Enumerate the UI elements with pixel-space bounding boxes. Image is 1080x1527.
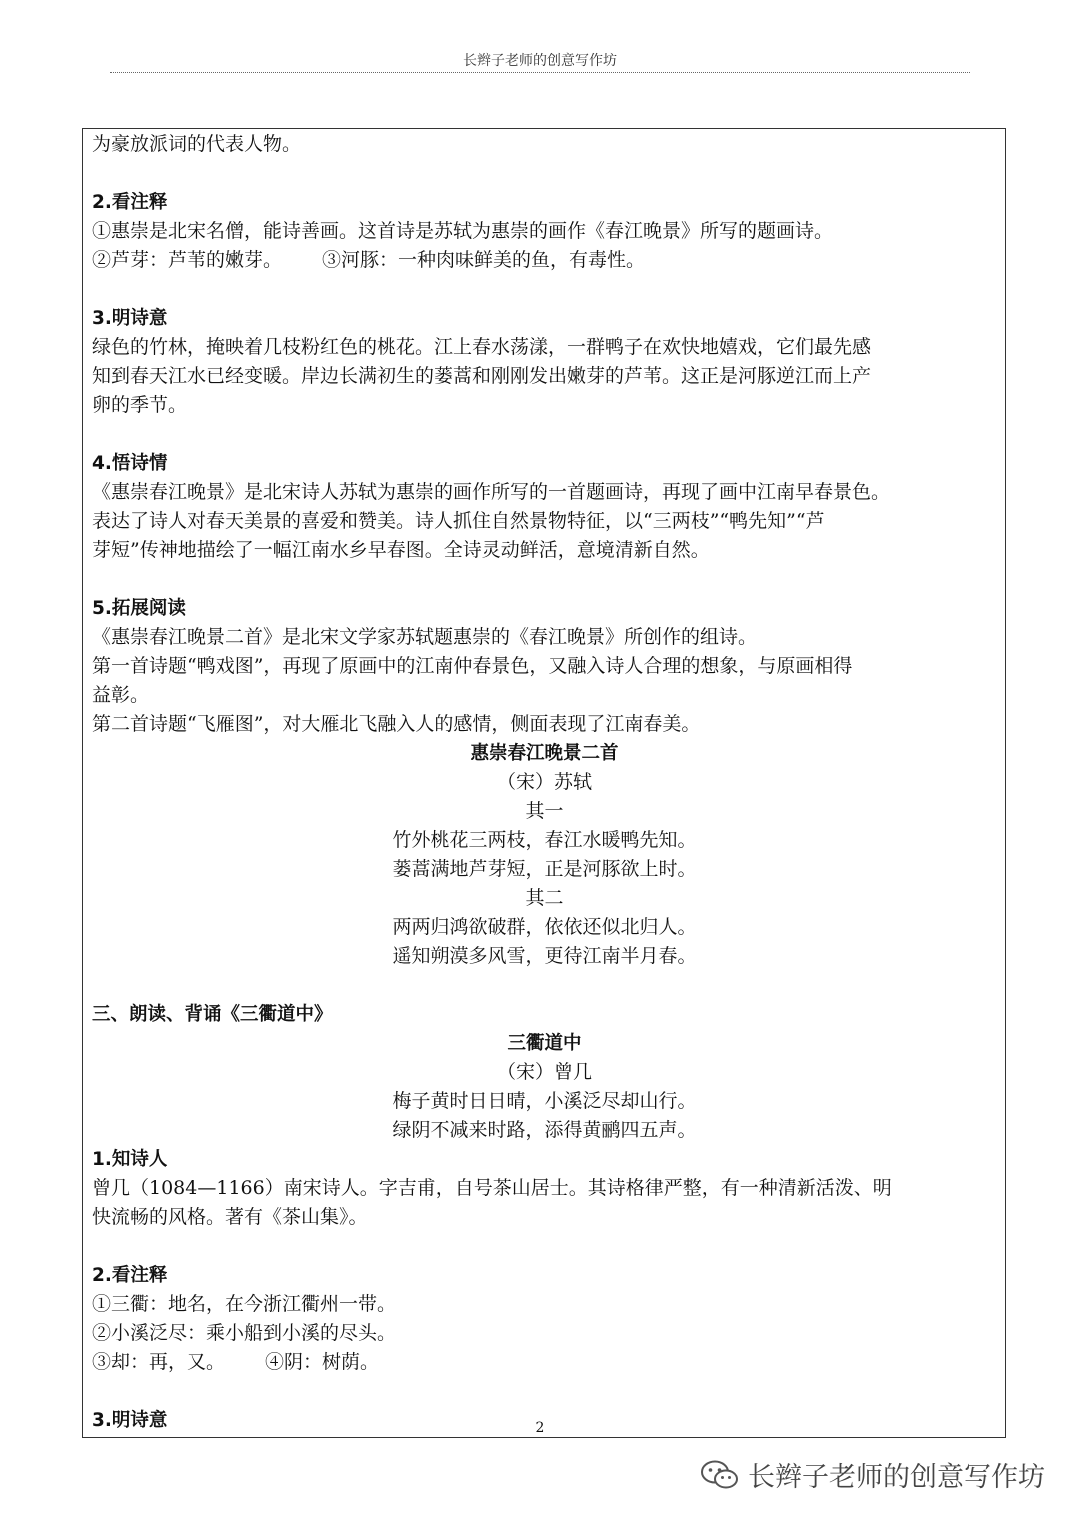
section-heading: 3.明诗意 xyxy=(92,1410,168,1431)
poem-line: 两两归鸿欲破群，依依还似北归人。 xyxy=(392,916,697,938)
poem-title: 三衢道中 xyxy=(507,1033,582,1054)
note-line: ①三衢：地名，在今浙江衢州一带。 xyxy=(92,1293,397,1315)
poem-block xyxy=(92,739,997,971)
page-number: 2 xyxy=(535,1420,545,1436)
wechat-icon xyxy=(700,1459,740,1491)
section-heading: 3.明诗意 xyxy=(92,308,168,329)
text-line: 芽短”传神地描绘了一幅江南水乡早春图。全诗灵动鲜活，意境清新自然。 xyxy=(92,539,710,561)
note-line: ①惠崇是北宋名僧，能诗善画。这首诗是苏轼为惠崇的画作《春江晚景》所写的题画诗。 xyxy=(92,220,834,242)
section-heading: 1.知诗人 xyxy=(92,1149,168,1170)
watermark xyxy=(700,1455,1045,1494)
poem-author: （宋）苏轼 xyxy=(496,771,592,793)
text-line: 第一首诗题“鸭戏图”，再现了原画中的江南仲春景色，又融入诗人合理的想象，与原画相得 xyxy=(92,655,853,677)
document-body xyxy=(92,130,997,1435)
text-line: 益彰。 xyxy=(92,684,150,706)
text-line: 第二首诗题“飞雁图”，对大雁北飞融入人的感情，侧面表现了江南春美。 xyxy=(92,713,701,735)
section-heading: 三、朗读、背诵《三衢道中》 xyxy=(92,1004,333,1025)
note-line xyxy=(92,246,997,275)
section-heading: 4.悟诗情 xyxy=(92,453,168,474)
poem-block xyxy=(92,1029,997,1145)
text-line: 《惠崇春江晚景》是北宋诗人苏轼为惠崇的画作所写的一首题画诗，再现了画中江南早春景色。 xyxy=(92,481,891,503)
poem-part-label: 其二 xyxy=(525,887,564,909)
poem-line: 遥知朔漠多风雪，更待江南半月春。 xyxy=(392,945,697,967)
poem-author: （宋）曾几 xyxy=(496,1061,592,1083)
poem-line: 蒌蒿满地芦芽短，正是河豚欲上时。 xyxy=(392,858,697,880)
text-line: 快流畅的风格。著有《茶山集》。 xyxy=(92,1206,368,1228)
text-line: 表达了诗人对春天美景的喜爱和赞美。诗人抓住自然景物特征，以“三两枝”“鸭先知”“芦 xyxy=(92,510,825,532)
note-line: ②小溪泛尽：乘小船到小溪的尽头。 xyxy=(92,1322,397,1344)
text-line: 《惠崇春江晚景二首》是北宋文学家苏轼题惠崇的《春江晚景》所创作的组诗。 xyxy=(92,626,758,648)
text-line: 曾几（1084—1166）南宋诗人。字吉甫，自号茶山居士。其诗格律严整，有一种清新活泼、明 xyxy=(92,1177,892,1199)
section-heading: 2.看注释 xyxy=(92,1265,168,1286)
note-line xyxy=(92,1348,997,1377)
text-line: 知到春天江水已经变暖。岸边长满初生的蒌蒿和刚刚发出嫩芽的芦苇。这正是河豚逆江而上产 xyxy=(92,365,872,387)
note-item: ③却：再，又。 xyxy=(92,1351,226,1373)
page-header-title: 长辫子老师的创意写作坊 xyxy=(463,53,617,69)
header-divider xyxy=(110,72,970,73)
text-line: 绿色的竹林，掩映着几枝粉红色的桃花。江上春水荡漾，一群鸭子在欢快地嬉戏，它们最先感 xyxy=(92,336,872,358)
poem-line: 梅子黄时日日晴，小溪泛尽却山行。 xyxy=(392,1090,697,1112)
poem-line: 竹外桃花三两枝，春江水暖鸭先知。 xyxy=(392,829,697,851)
section-heading: 2.看注释 xyxy=(92,192,168,213)
watermark-text: 长辫子老师的创意写作坊 xyxy=(748,1462,1045,1493)
poem-line: 绿阴不减来时路，添得黄鹂四五声。 xyxy=(392,1119,697,1141)
poem-part-label: 其一 xyxy=(525,800,564,822)
text-line: 为豪放派词的代表人物。 xyxy=(92,133,302,155)
note-item: ②芦芽：芦苇的嫩芽。 xyxy=(92,249,283,271)
text-line: 卵的季节。 xyxy=(92,394,188,416)
note-item: ④阴：树荫。 xyxy=(265,1351,380,1373)
poem-title: 惠崇春江晚景二首 xyxy=(470,743,619,764)
note-item: ③河豚：一种肉味鲜美的鱼，有毒性。 xyxy=(322,249,646,271)
section-heading: 5.拓展阅读 xyxy=(92,598,186,619)
